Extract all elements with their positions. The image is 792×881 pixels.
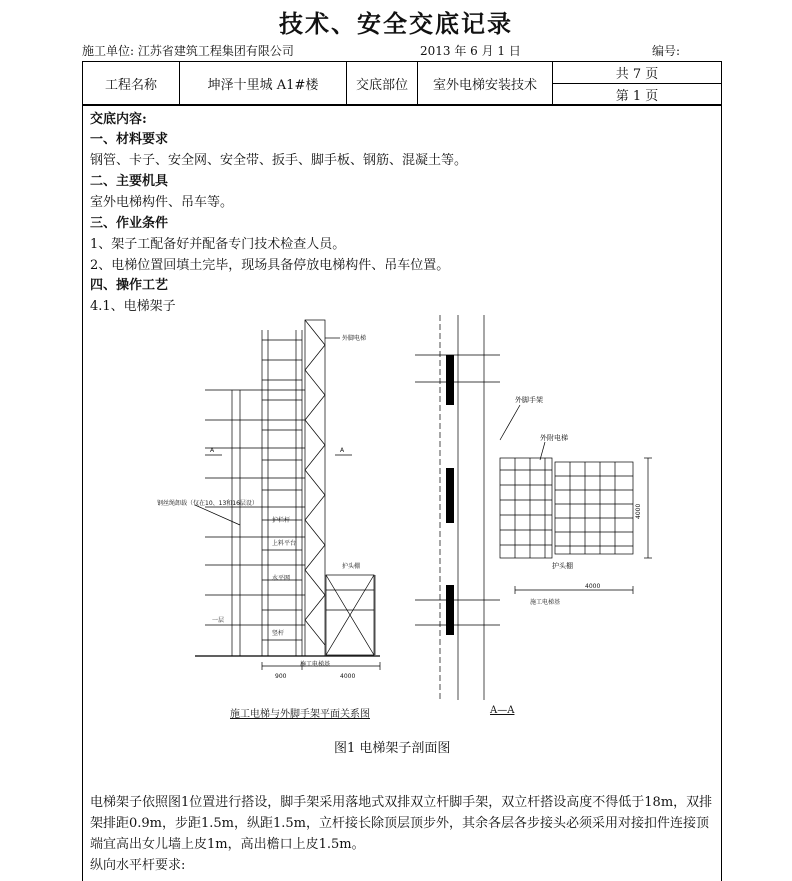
- section-3-item-2: 2、电梯位置回填土完毕，现场具备停放电梯构件、吊车位置。: [90, 258, 450, 273]
- label-dim1: 900: [275, 673, 287, 680]
- section-2-text: 室外电梯构件、吊车等。: [90, 195, 234, 210]
- label-gate-left: 护头棚: [342, 563, 361, 570]
- label-outer-scaffold-right: 外脚手架: [515, 396, 543, 404]
- section-4-subtitle: 4.1、电梯架子: [90, 299, 176, 314]
- project-name: 坤泽十里城 A1#楼: [180, 62, 347, 106]
- section-1-title: 一、材料要求: [90, 132, 169, 147]
- content-heading: 交底内容:: [90, 112, 147, 127]
- construction-unit: 施工单位: 江苏省建筑工程集团有限公司: [82, 44, 294, 58]
- label-outer-elevator: 外附电梯: [540, 434, 568, 442]
- label-water-net: 水平网: [272, 575, 291, 582]
- label-dim-w: 4000: [585, 583, 601, 590]
- section-1-text: 钢管、卡子、安全网、安全带、扳手、脚手板、钢筋、混凝土等。: [90, 153, 468, 168]
- label-elevator-base-left: 施工电梯基: [300, 661, 331, 668]
- paragraph-horizontal-bar: 纵向水平杆要求:: [90, 858, 186, 873]
- project-name-label: 工程名称: [83, 62, 180, 106]
- section-4-title: 四、操作工艺: [90, 278, 169, 293]
- label-wall-fix: 钢丝绳卸载（仅在10、13和16层设）: [157, 500, 258, 507]
- label-a-mark-left-1: A: [210, 447, 215, 454]
- section-3-title: 三、作业条件: [90, 216, 169, 231]
- label-ground: 竖杆: [272, 630, 285, 637]
- right-drawing-caption: A—A: [490, 705, 515, 716]
- figure-caption: 图1 电梯架子剖面图: [334, 741, 451, 756]
- total-pages: 共 7 页: [553, 62, 722, 84]
- document-title: 技术、安全交底记录: [279, 9, 513, 38]
- label-outer-scaffold-left: 外脚电梯: [342, 335, 367, 342]
- paragraph-scaffold-spec: 电梯架子依照图1位置进行搭设，脚手架采用落地式双排双立杆脚手架，双立杆搭设高度不得低于18m，双排架排距0.9m，步距1.5m，纵距1.5m，立杆接长除顶层顶步外，其余各层各步接头必须采用对接扣件连接顶端宜高出女儿墙上皮1m，高出檐口上皮1.5m。: [90, 795, 713, 852]
- section-2-title: 二、主要机具: [90, 174, 169, 189]
- page-number: 第 1 页: [553, 84, 722, 106]
- label-dim-h: 4000: [635, 503, 642, 519]
- part-value: 室外电梯安装技术: [418, 62, 553, 106]
- label-gate-right: 护头棚: [552, 562, 573, 570]
- document-number-label: 编号:: [652, 44, 681, 58]
- label-top-platform: 上料平台: [272, 540, 297, 547]
- left-drawing-caption: 施工电梯与外脚手架平面关系图: [230, 709, 370, 720]
- label-floor1: 一层: [212, 617, 225, 624]
- label-dim2: 4000: [340, 673, 356, 680]
- part-label: 交底部位: [347, 62, 418, 106]
- label-elevator-base-right: 施工电梯基: [530, 599, 561, 606]
- document-date: 2013 年 6 月 1 日: [420, 44, 521, 58]
- label-guard: 护栏杆: [272, 517, 291, 524]
- section-3-item-1: 1、架子工配备好并配备专门技术检查人员。: [90, 237, 346, 252]
- label-a-mark-left-2: A: [340, 447, 345, 454]
